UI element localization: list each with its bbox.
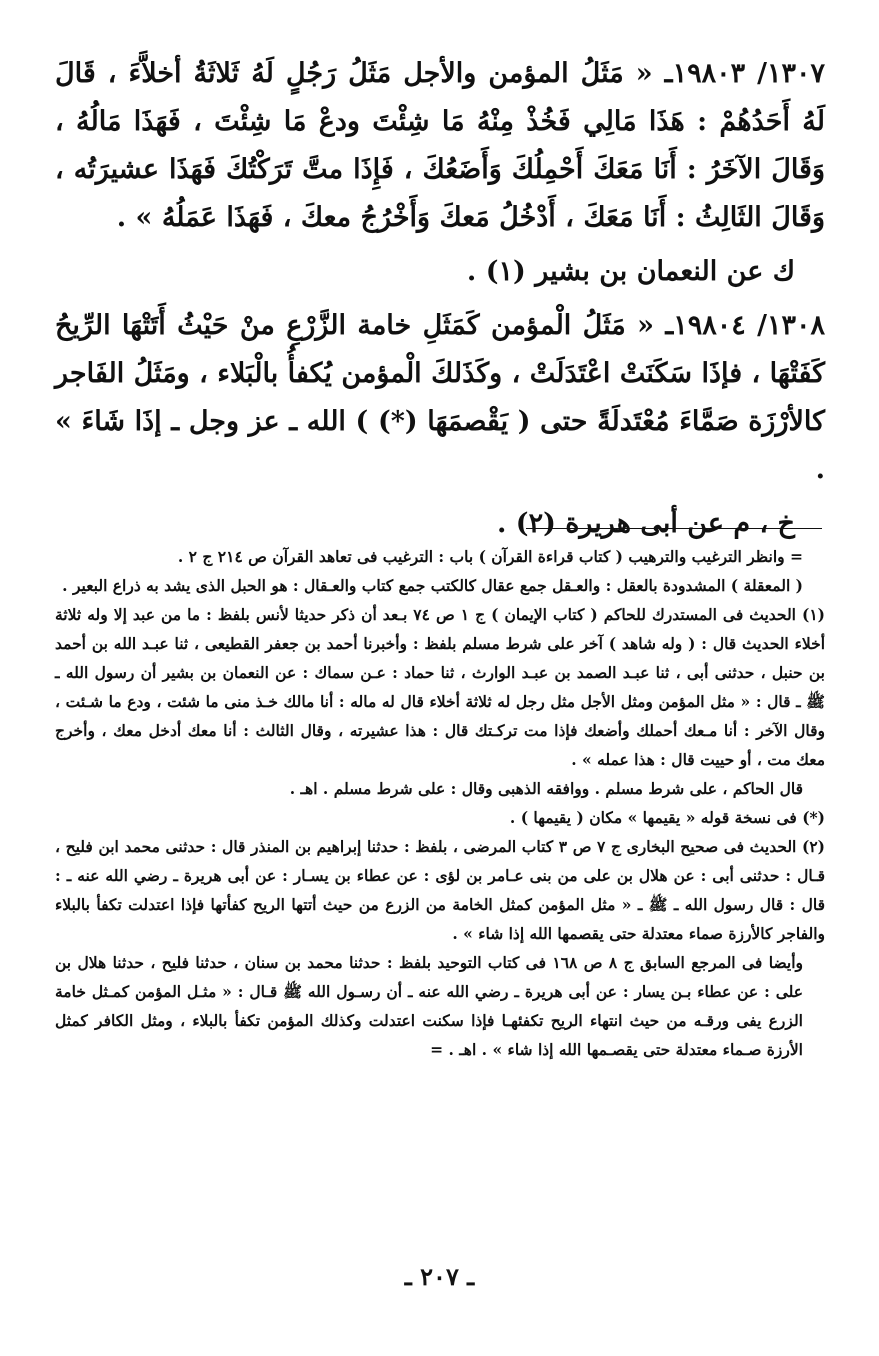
footnote-glossary: ( المعقلة ) المشدودة بالعقل : والعـقل جمع عقال كالكتب جمع كتاب والعـقال : هو الحبل الذى يشد به ذراع البعير . [62,576,803,595]
footnote-2: (٢) الحديث فى صحيح البخارى ج ٧ ص ٣ كتاب المرضى ، بلفظ : حدثنا إبراهيم بن المنذر قال : حدثنى محمد ابن فليح ، قـال : حدثنى أبى : عن هلال بن على من بنى عـامر بن لؤى : عن عطاء بن يسـار : عن أبى هريرة ـ رضي الله عنه ـ : قال : قال رسول الله ـ ﷺ ـ « مثل المؤمن كمثل الخامة من الزرع من حيث أتتها الريح كفأتها فإذا اعتدلت تكفأ بالبلاء والفاجر كالأرزة صماء معتدلة حتى يقصمها الله إذا شاء » . [55,837,825,943]
footnote-2-additional: وأيضا فى المرجع السابق ج ٨ ص ١٦٨ فى كتاب التوحيد بلفظ : حدثنا محمد بن سنان ، حدثنا فليح ، حدثنا هلال بن على : عن عطاء بـن يسار : عن أبى هريرة ـ رضي الله عنه ـ أن رسـول الله ﷺ قـال : « مثـل المؤمن كمـثل خامة الزرع يفى ورقـه من حيث انتهاء الريح تكفئهـا فإذا سكنت اعتدلت وكذلك المؤمن تكفأ بالبلاء ، ومثل الكافر كمثل الأرزة صـماء معتدلة حتى يقصـمها الله إذا شاء » . اهـ . = [55,953,803,1059]
footnote-1-hakim: قال الحاكم ، على شرط مسلم . ووافقه الذهبى وقال : على شرط مسلم . اهـ . [289,779,803,798]
footnote-separator [526,528,822,529]
footnote-variant: (*) فى نسخة قوله « يقيمها » مكان ( يقيمها ) . [509,808,825,827]
footnote-continuation: = وانظر الترغيب والترهيب ( كتاب قراءة القرآن ) باب : الترغيب فى تعاهد القرآن ص ٢١٤ ج ٢ . [177,547,803,566]
page-number: ـ ٢٠٧ ـ [404,1262,475,1291]
hadith-1308-source: خ ، م عن أبى هريرة (٢) . [496,508,795,539]
hadith-1308: ١٣٠٨/ ١٩٨٠٤ـ « مَثَلُ الْمؤمن كَمَثَلِ خامة الزَّرْعِ منْ حَيْثُ أَتَتْهَا الرِّيحُ كَفَتْهَا ، فإذَا سَكَنَتْ اعْتَدَلَتْ ، وكَذَلكَ الْمؤمن يُكفأُ بالْبَلاء ، ومَثَلُ الفَاجر كالأرْزَة صَمَّاءَ مُعْتَدلَةً حتى ( يَقْصمَهَا (*) ) الله ـ عز وجل ـ إذَا شَاءَ » . [55,310,825,485]
hadith-1307-source: ك عن النعمان بن بشير (١) . [466,256,795,287]
hadith-1307: ١٣٠٧/ ١٩٨٠٣ـ « مَثَلُ المؤمن والأجل مَثَلُ رَجُلٍ لَهُ ثَلاثَةُ أخلاَّءَ ، قَالَ لَهُ أَحَدُهُمْ : هَذَا مَالِي فَخُذْ مِنْهُ مَا شِئْتَ ودعْ مَا شِئْتَ ، فَهَذَا مَالُهُ ، وَقَالَ الآخَرُ : أَنَا مَعَكَ أَحْمِلُكَ وَأَضَعُكَ ، فَإِذَا متَّ تَرَكْتُكَ فَهَذَا عشيرَتُه ، وَقَالَ الثَالِثُ : أَنَا مَعَكَ ، أَدْخُلُ مَعكَ وَأَخْرُجُ معكَ ، فَهَذَا عَمَلُهُ » . [55,58,826,233]
main-text [55,50,825,554]
footnote-1: (١) الحديث فى المستدرك للحاكم ( كتاب الإيمان ) ج ١ ص ٧٤ بـعد أن ذكر حديثا لأنس بلفظ : ما من عبد إلا وله ثلاثة أخلاء الحديث قال : ( وله شاهد ) آخر على شرط مسلم بلفظ : وأخبرنا أحمد بن جعفر القطيعى ، ثنا عبـد الله بن أحمد بن حنبل ، حدثنى أبى ، ثنا عبـد الصمد بن عبـد الوارث ، ثنا حماد : عـن سماك : عن النعمان بن بشير أن رسول الله ـ ﷺ ـ قال : « مثل المؤمن ومثل الأجل مثل رجل له ثلاثة أخلاء قال له ماله : أنا مالك خـذ منى ما شئت ، ودع ما شـئت ، وقال الآخر : أنا مـعك أحملك وأضعك فإذا مت تركـتك قال : هذا عشيرته ، وقال الثالث : أنا معك أدخل معك ، وأخرج معك مت ، أو حييت قال : هذا عمله » . [55,605,825,769]
footnotes [55,542,825,1064]
